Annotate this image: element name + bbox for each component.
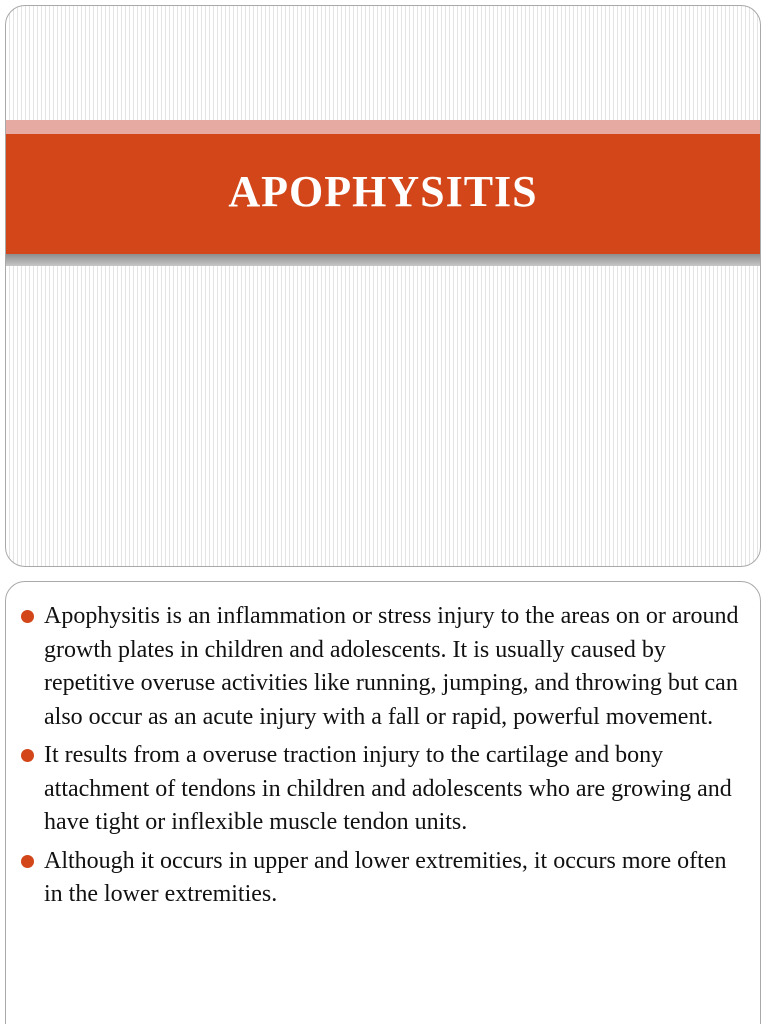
content-slide bbox=[5, 581, 761, 1024]
title-slide bbox=[5, 5, 761, 567]
bullet-dot-icon bbox=[21, 610, 34, 623]
bullet-dot-icon bbox=[21, 749, 34, 762]
bullet-text: Apophysitis is an inflammation or stress injury to the areas on or around growth plates in children and adolescents. It is usually caused by repetitive overuse activities like running, jumping, and throwing but can also occur as an acute injury with a fall or rapid, powerful movement. bbox=[44, 603, 739, 730]
list-item bbox=[20, 600, 750, 734]
slide-title: APOPHYSITIS bbox=[228, 166, 538, 216]
title-band bbox=[6, 134, 760, 254]
bullet-text: Although it occurs in upper and lower extremities, it occurs more often in the lower extremities. bbox=[44, 847, 727, 907]
list-item bbox=[20, 845, 750, 912]
bullet-list bbox=[20, 600, 750, 917]
bullet-text: It results from a overuse traction injury to the cartilage and bony attachment of tendons in children and adolescents who are growing and have tight or inflexible muscle tendon units. bbox=[44, 742, 732, 835]
title-band-shadow bbox=[6, 254, 760, 266]
bullet-dot-icon bbox=[21, 855, 34, 868]
title-accent-strip bbox=[6, 120, 760, 134]
list-item bbox=[20, 739, 750, 840]
